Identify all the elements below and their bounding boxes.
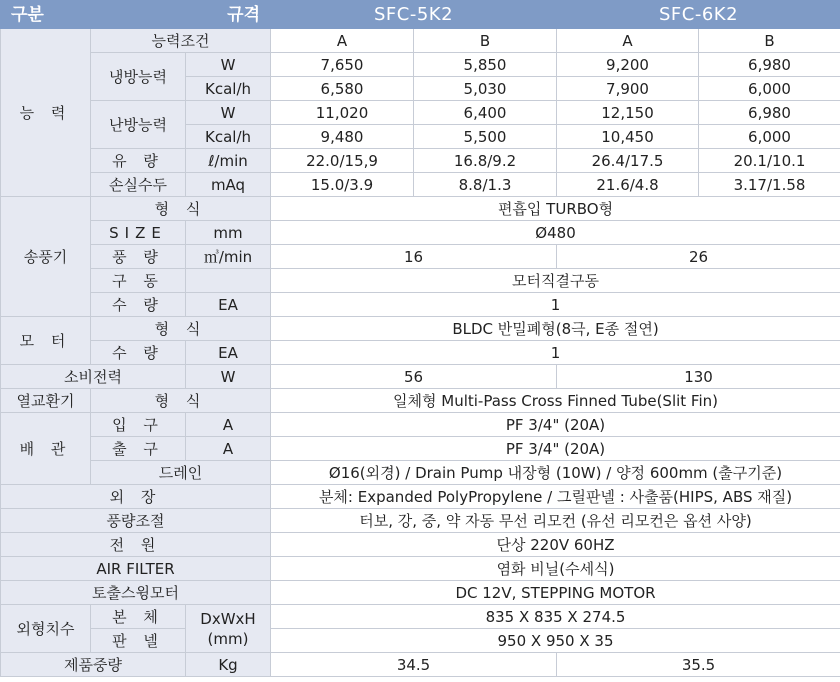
cell-power-5k2: 56: [271, 365, 557, 389]
cell-cooling-w-2: 9,200: [557, 53, 699, 77]
cell-condition-6k2-a: A: [557, 29, 699, 53]
row-motor-type: [1, 317, 840, 341]
row-supply: [1, 533, 840, 557]
cell-weight-6k2: 35.5: [557, 653, 840, 677]
row-heating-w: [1, 101, 840, 125]
row-weight: [1, 653, 840, 677]
cell-flow-1: 16.8/9.2: [414, 149, 557, 173]
label-airctl: 풍량조절: [1, 509, 271, 533]
header-model-sfc-6k2: SFC-6K2: [557, 1, 840, 29]
label-dims: 외형치수: [1, 605, 91, 653]
header-row: [1, 1, 840, 29]
cell-motor-type: BLDC 반밀폐형(8극, E종 절연): [271, 317, 840, 341]
label-dims-panel: 판 넬: [91, 629, 186, 653]
row-flow: [1, 149, 840, 173]
cell-heating-kcal-1: 5,500: [414, 125, 557, 149]
row-fan-type: [1, 197, 840, 221]
label-weight: 제품중량: [1, 653, 186, 677]
unit-fan-size: mm: [186, 221, 271, 245]
unit-motor-qty: EA: [186, 341, 271, 365]
row-loss: [1, 173, 840, 197]
cell-airctl: 터보, 강, 중, 약 자동 무선 리모컨 (유선 리모컨은 옵션 사양): [271, 509, 840, 533]
cell-heating-w-3: 6,980: [699, 101, 840, 125]
label-exterior: 외 장: [1, 485, 271, 509]
cell-heating-w-1: 6,400: [414, 101, 557, 125]
label-motor-type: 형 식: [91, 317, 271, 341]
unit-cooling-w: W: [186, 53, 271, 77]
row-piping-inlet: [1, 413, 840, 437]
cell-cooling-w-0: 7,650: [271, 53, 414, 77]
cell-fan-size: Ø480: [271, 221, 840, 245]
cell-fan-airflow-5k2: 16: [271, 245, 557, 269]
header-gubun: 구분: [1, 1, 91, 29]
cell-condition-5k2-a: A: [271, 29, 414, 53]
label-exchanger: 열교환기: [1, 389, 91, 413]
label-motor: 모 터: [1, 317, 91, 365]
unit-piping-inlet: A: [186, 413, 271, 437]
unit-fan-qty: EA: [186, 293, 271, 317]
label-condition: 능력조건: [91, 29, 271, 53]
cell-loss-1: 8.8/1.3: [414, 173, 557, 197]
label-fan-qty: 수 량: [91, 293, 186, 317]
cell-piping-drain: Ø16(외경) / Drain Pump 내장형 (10W) / 양정 600mm (출구기준): [271, 461, 840, 485]
cell-supply: 단상 220V 60HZ: [271, 533, 840, 557]
row-fan-airflow: [1, 245, 840, 269]
label-supply: 전 원: [1, 533, 271, 557]
row-exchanger: [1, 389, 840, 413]
label-fan-airflow: 풍 량: [91, 245, 186, 269]
cell-fan-qty: 1: [271, 293, 840, 317]
cell-cooling-w-3: 6,980: [699, 53, 840, 77]
cell-condition-5k2-b: B: [414, 29, 557, 53]
cell-power-6k2: 130: [557, 365, 840, 389]
row-fan-size: [1, 221, 840, 245]
cell-fan-type: 편흡입 TURBO형: [271, 197, 840, 221]
cell-heating-w-2: 12,150: [557, 101, 699, 125]
label-filter: AIR FILTER: [1, 557, 271, 581]
cell-flow-3: 20.1/10.1: [699, 149, 840, 173]
label-piping: 배 관: [1, 413, 91, 485]
unit-heating-kcal: Kcal/h: [186, 125, 271, 149]
unit-power: W: [186, 365, 271, 389]
label-fan: 송풍기: [1, 197, 91, 317]
unit-weight: Kg: [186, 653, 271, 677]
cell-filter: 염화 비닐(수세식): [271, 557, 840, 581]
row-condition: [1, 29, 840, 53]
cell-cooling-kcal-2: 7,900: [557, 77, 699, 101]
label-fan-drive: 구 동: [91, 269, 186, 293]
cell-dims-body: 835 X 835 X 274.5: [271, 605, 840, 629]
row-fan-qty: [1, 293, 840, 317]
unit-cooling-kcal: Kcal/h: [186, 77, 271, 101]
cell-fan-drive: 모터직결구동: [271, 269, 840, 293]
cell-heating-w-0: 11,020: [271, 101, 414, 125]
row-fan-drive: [1, 269, 840, 293]
cell-piping-outlet: PF 3/4" (20A): [271, 437, 840, 461]
header-gyugyeok: 규격: [91, 1, 271, 29]
cell-condition-6k2-b: B: [699, 29, 840, 53]
label-cooling: 냉방능력: [91, 53, 186, 101]
cell-cooling-kcal-1: 5,030: [414, 77, 557, 101]
cell-flow-0: 22.0/15,9: [271, 149, 414, 173]
label-power: 소비전력: [1, 365, 186, 389]
label-loss: 손실수두: [91, 173, 186, 197]
row-exterior: [1, 485, 840, 509]
cell-fan-airflow-6k2: 26: [557, 245, 840, 269]
unit-fan-drive-empty: [186, 269, 271, 293]
row-piping-drain: [1, 461, 840, 485]
row-airctl: [1, 509, 840, 533]
unit-dims: DxWxH (mm): [186, 605, 271, 653]
cell-dims-panel: 950 X 950 X 35: [271, 629, 840, 653]
label-dims-body: 본 체: [91, 605, 186, 629]
cell-swing: DC 12V, STEPPING MOTOR: [271, 581, 840, 605]
cell-heating-kcal-0: 9,480: [271, 125, 414, 149]
label-swing: 토출스윙모터: [1, 581, 271, 605]
label-fan-size: SIZE: [91, 221, 186, 245]
row-motor-qty: [1, 341, 840, 365]
cell-loss-3: 3.17/1.58: [699, 173, 840, 197]
cell-loss-2: 21.6/4.8: [557, 173, 699, 197]
cell-cooling-w-1: 5,850: [414, 53, 557, 77]
unit-heating-w: W: [186, 101, 271, 125]
unit-piping-outlet: A: [186, 437, 271, 461]
cell-exterior: 분체: Expanded PolyPropylene / 그릴판넬 : 사출품(HIPS, ABS 재질): [271, 485, 840, 509]
label-heating: 난방능력: [91, 101, 186, 149]
cell-flow-2: 26.4/17.5: [557, 149, 699, 173]
cell-loss-0: 15.0/3.9: [271, 173, 414, 197]
row-swing: [1, 581, 840, 605]
cell-piping-inlet: PF 3/4" (20A): [271, 413, 840, 437]
unit-loss: mAq: [186, 173, 271, 197]
row-cooling-w: [1, 53, 840, 77]
label-exchanger-type: 형 식: [91, 389, 271, 413]
unit-fan-airflow: ㎥/min: [186, 245, 271, 269]
row-power: [1, 365, 840, 389]
cell-heating-kcal-2: 10,450: [557, 125, 699, 149]
row-piping-outlet: [1, 437, 840, 461]
cell-motor-qty: 1: [271, 341, 840, 365]
row-dims-panel: [1, 629, 840, 653]
cell-heating-kcal-3: 6,000: [699, 125, 840, 149]
row-dims-body: [1, 605, 840, 629]
cell-weight-5k2: 34.5: [271, 653, 557, 677]
row-filter: [1, 557, 840, 581]
cell-exchanger: 일체형 Multi-Pass Cross Finned Tube(Slit Fin): [271, 389, 840, 413]
label-piping-drain: 드레인: [91, 461, 271, 485]
label-piping-outlet: 출 구: [91, 437, 186, 461]
cell-cooling-kcal-0: 6,580: [271, 77, 414, 101]
label-capacity: 능 력: [1, 29, 91, 197]
label-fan-type: 형 식: [91, 197, 271, 221]
unit-flow: ℓ/min: [186, 149, 271, 173]
label-piping-inlet: 입 구: [91, 413, 186, 437]
label-flow: 유 량: [91, 149, 186, 173]
label-motor-qty: 수 량: [91, 341, 186, 365]
cell-cooling-kcal-3: 6,000: [699, 77, 840, 101]
header-model-sfc-5k2: SFC-5K2: [271, 1, 557, 29]
